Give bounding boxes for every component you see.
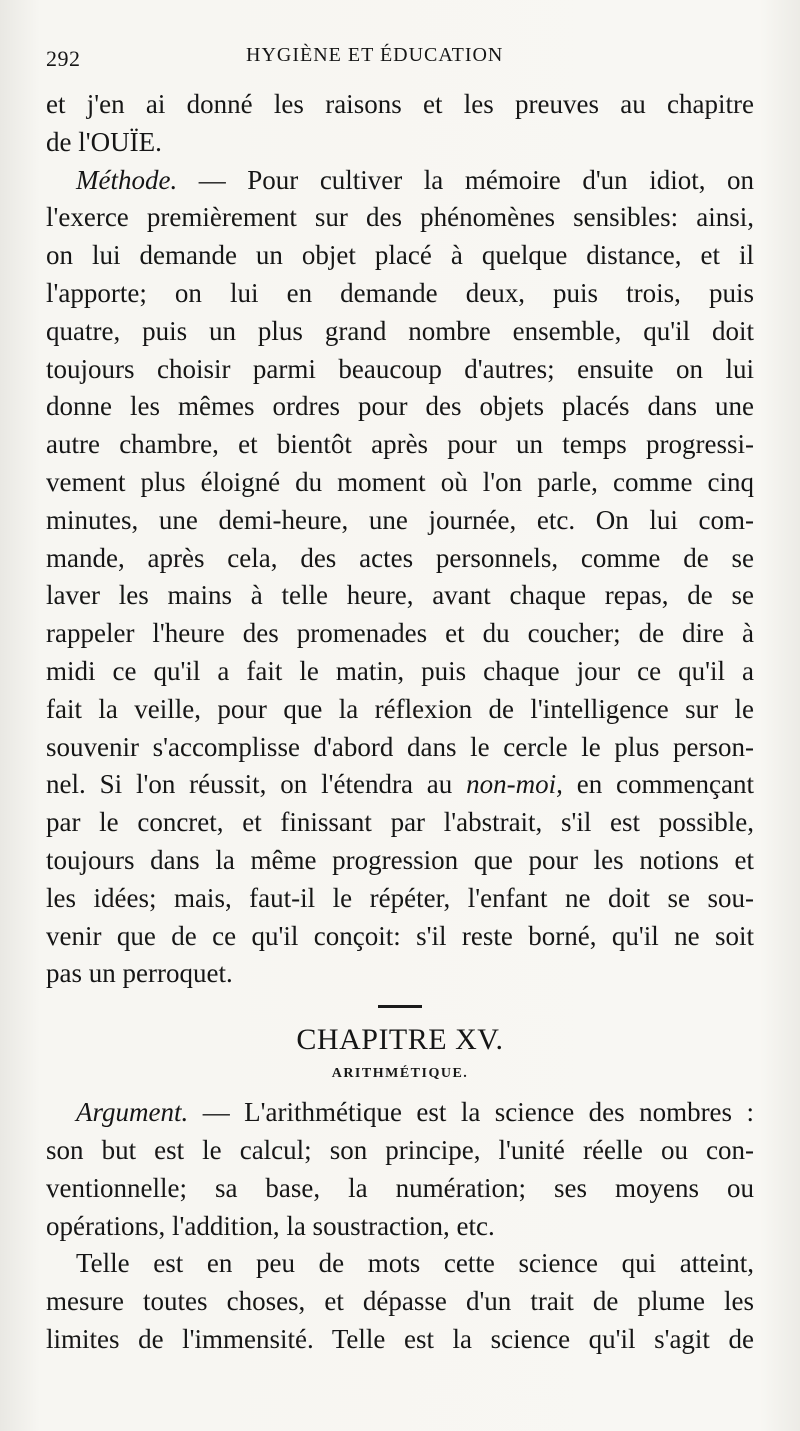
text-line: rappeler l'heure des promenades et du coucher; de dire à [46, 618, 754, 649]
text-segment: en commençant [562, 769, 755, 800]
text-line: Telle est en peu de mots cette science qui atteint, [76, 1248, 754, 1279]
page-body [46, 86, 754, 1359]
text-line: quatre, puis un plus grand nombre ensemble, qu'il doit [46, 315, 754, 346]
section-divider [378, 1005, 422, 1008]
page-header [46, 40, 754, 76]
text-line: souvenir s'accomplisse d'abord dans le cercle le plus person- [46, 731, 754, 762]
text-line: par le concret, et finissant par l'abstrait, s'il est possible, [46, 807, 754, 838]
text-line: son but est le calcul; son principe, l'unité réelle ou con- [46, 1134, 754, 1165]
chapter-title: CHAPITRE XV. [296, 1023, 504, 1057]
text-line: les idées; mais, faut-il le répéter, l'enfant ne doit se sou- [46, 882, 754, 913]
argument-text: — L'arithmétique est la science des nombres : [202, 1097, 754, 1128]
text-line: mande, après cela, des actes personnels, comme de se [46, 542, 754, 573]
page-number: 292 [46, 46, 81, 71]
chapter-subtitle: ARITHMÉTIQUE. [331, 1066, 469, 1082]
text-line: l'apporte; on lui en demande deux, puis trois, puis [46, 277, 754, 308]
text-line: ventionnelle; sa base, la numération; ses moyens ou [46, 1172, 754, 1203]
running-title: HYGIÈNE ET ÉDUCATION [246, 44, 504, 66]
methode-line [46, 162, 754, 200]
text-line: fait la veille, pour que la réflexion de l'intelligence sur le [46, 693, 754, 724]
italic-term: non-moi, [466, 769, 563, 800]
text-line: laver les mains à telle heure, avant chaque repas, de se [46, 580, 754, 611]
text-line: minutes, une demi-heure, une journée, etc. On lui com- [46, 504, 754, 535]
argument-label: Argument. [76, 1097, 189, 1128]
text-line: mesure toutes choses, et dépasse d'un trait de plume les [46, 1286, 754, 1317]
text-line: toujours dans la même progression que pour les notions et [46, 844, 754, 875]
text-line: pas un perroquet. [46, 958, 233, 989]
text-line: opérations, l'addition, la soustraction, etc. [46, 1210, 495, 1241]
methode-text: — Pour cultiver la mémoire d'un idiot, on [198, 164, 754, 195]
nonmoi-line [46, 766, 754, 804]
text-line: et j'en ai donné les raisons et les preuves au chapitre [46, 89, 754, 119]
methode-label: Méthode. [76, 164, 178, 195]
text-segment: nel. Si l'on réussit, on l'étendra au [46, 769, 467, 800]
text-line: on lui demande un objet placé à quelque distance, et il [46, 240, 754, 271]
text-line: l'exerce premièrement sur des phénomènes sensibles: ainsi, [46, 202, 754, 233]
text-line: limites de l'immensité. Telle est la science qu'il s'agit de [46, 1323, 754, 1354]
text-line: de l'OUÏE. [46, 126, 162, 157]
text-line: midi ce qu'il a fait le matin, puis chaque jour ce qu'il a [46, 655, 754, 686]
text-line: donne les mêmes ordres pour des objets placés dans une [46, 391, 754, 422]
text-line: autre chambre, et bientôt après pour un temps progressi- [46, 429, 754, 460]
text-line: venir que de ce qu'il conçoit: s'il reste borné, qu'il ne soit [46, 920, 754, 951]
text-line: toujours choisir parmi beaucoup d'autres; ensuite on lui [46, 353, 754, 384]
text-line: vement plus éloigné du moment où l'on parle, comme cinq [46, 466, 754, 497]
argument-line [46, 1094, 754, 1132]
